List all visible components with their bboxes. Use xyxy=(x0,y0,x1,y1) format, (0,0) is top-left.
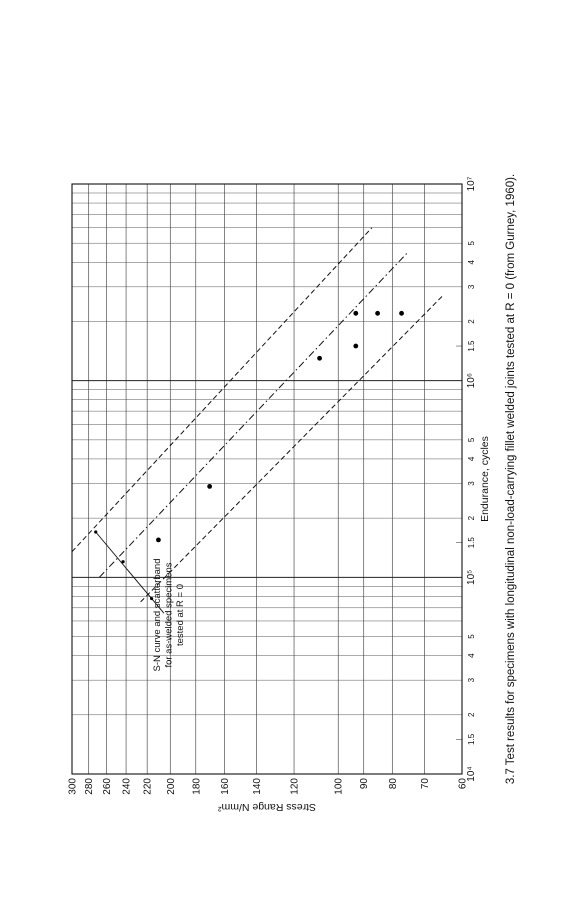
x-tick-label-minor: 3 xyxy=(467,284,476,290)
x-tick-label-minor: 1.5 xyxy=(467,733,476,745)
annotation-marker xyxy=(121,560,124,563)
y-tick-label: 180 xyxy=(191,778,203,795)
sn-line-mean xyxy=(99,252,408,577)
data-point xyxy=(207,484,212,489)
y-tick-label: 280 xyxy=(84,778,96,795)
x-tick-label-minor: 3 xyxy=(467,677,476,683)
x-tick-label-minor: 4 xyxy=(467,653,476,658)
y-tick-label: 120 xyxy=(289,778,301,795)
sn-line-lower xyxy=(141,296,443,602)
x-tick-label-minor: 4 xyxy=(467,260,476,265)
y-tick-label: 60 xyxy=(457,778,469,790)
y-tick-label: 90 xyxy=(359,778,371,790)
y-tick-label: 240 xyxy=(121,778,133,795)
y-tick-label: 220 xyxy=(142,778,154,795)
x-tick-label-minor: 1.5 xyxy=(467,340,476,352)
x-tick-label-minor: 5 xyxy=(467,240,476,246)
data-point xyxy=(317,356,322,361)
annotation-text: for as-welded specimens xyxy=(163,562,175,668)
data-point xyxy=(375,311,380,316)
data-point xyxy=(353,311,358,316)
data-point xyxy=(353,344,358,349)
y-tick-label: 100 xyxy=(333,778,345,795)
y-tick-label: 140 xyxy=(252,778,264,795)
x-axis-title: Endurance, cycles xyxy=(479,436,491,522)
annotation-text: S-N curve and scatterband xyxy=(152,558,163,672)
x-tick-label-minor: 1.5 xyxy=(467,537,476,549)
x-tick-label-minor: 5 xyxy=(467,634,476,639)
annotation-marker xyxy=(94,530,97,533)
data-point xyxy=(399,311,404,316)
y-tick-label: 160 xyxy=(219,778,231,795)
plot-frame xyxy=(72,184,462,774)
data-point xyxy=(156,538,161,543)
x-tick-label-minor: 3 xyxy=(467,481,476,486)
x-tick-label-decade: 10⁵ xyxy=(466,569,477,585)
x-tick-label-minor: 2 xyxy=(467,515,476,521)
y-tick-label: 80 xyxy=(387,778,399,790)
x-tick-label-minor: 5 xyxy=(467,437,476,443)
x-tick-label-decade: 10⁶ xyxy=(466,373,477,389)
figure-caption: 3.7 Test results for specimens with longitudinal non-load-carrying fillet welded joints tested at R = 0 (from Gurney, 1960). xyxy=(505,173,517,785)
annotation-text: tested at R = 0 xyxy=(175,583,186,647)
y-tick-label: 70 xyxy=(420,778,432,790)
x-tick-label-decade: 10⁴ xyxy=(466,766,477,782)
x-tick-label-minor: 2 xyxy=(467,319,476,324)
x-tick-label-minor: 4 xyxy=(467,456,476,462)
y-tick-label: 260 xyxy=(102,778,114,795)
y-tick-label: 200 xyxy=(165,778,177,795)
x-tick-label-minor: 2 xyxy=(467,712,476,718)
y-axis-title: Stress Range N/mm² xyxy=(217,801,317,813)
x-tick-label-decade: 10⁷ xyxy=(466,176,477,192)
y-tick-label: 300 xyxy=(67,778,79,795)
